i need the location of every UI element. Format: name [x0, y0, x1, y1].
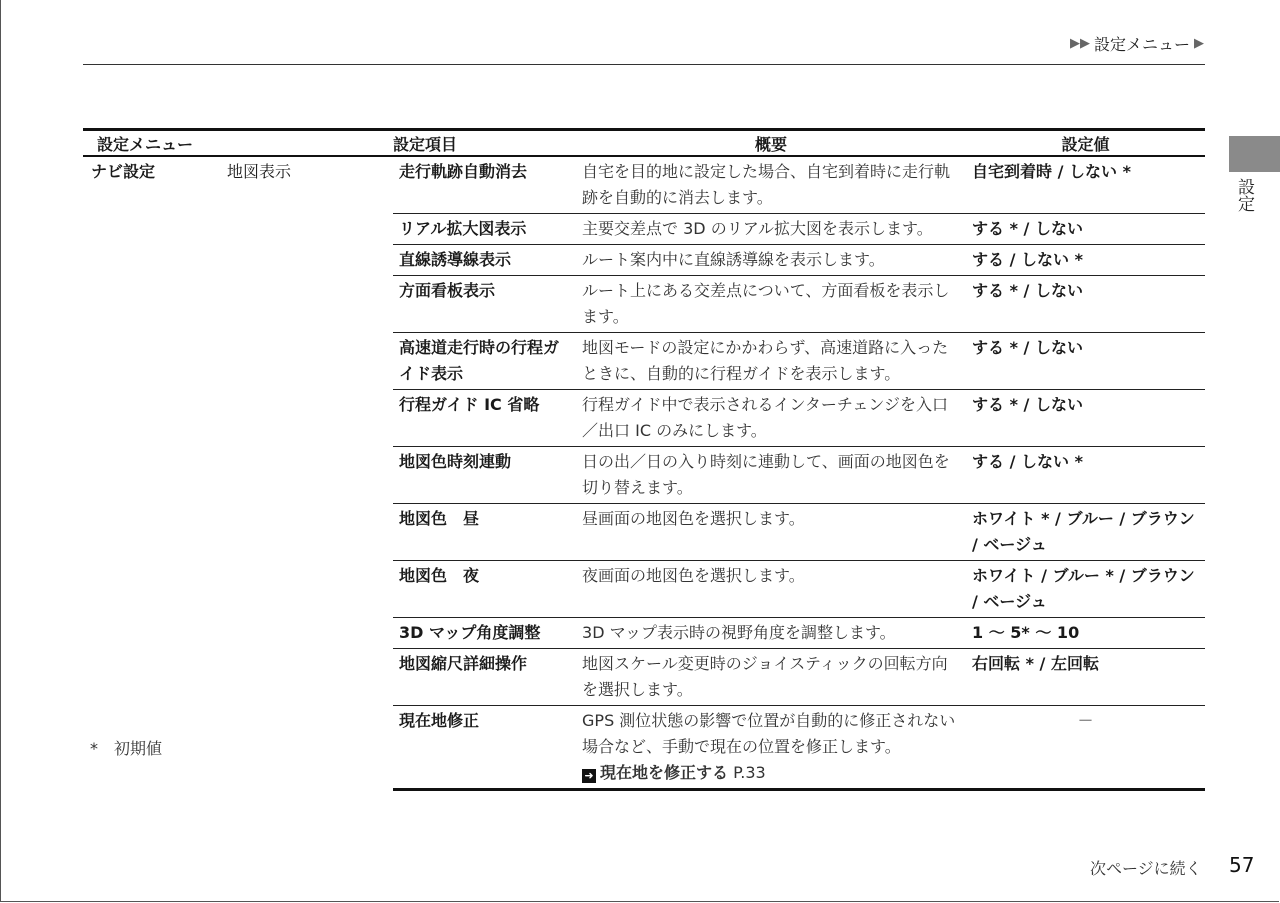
desc-cell: 地図スケール変更時のジョイスティックの回転方向を選択します。	[576, 649, 966, 706]
value-cell: 右回転 * / 左回転	[966, 649, 1205, 706]
header-item: 設定項目	[393, 130, 576, 157]
desc-cell: ルート案内中に直線誘導線を表示します。	[576, 245, 966, 276]
table-header-row	[83, 130, 1205, 157]
continue-label: 次ページに続く	[1090, 859, 1202, 878]
desc-cell: 主要交差点で 3D のリアル拡大図を表示します。	[576, 214, 966, 245]
header-summary: 概要	[576, 130, 966, 157]
page-number: 57	[1229, 853, 1255, 877]
item-cell: 地図色 夜	[393, 561, 576, 618]
value-cell: する / しない *	[966, 245, 1205, 276]
side-tab-label: 設定	[1234, 178, 1254, 212]
item-cell: 行程ガイド IC 省略	[393, 390, 576, 447]
desc-cell: 昼画面の地図色を選択します。	[576, 504, 966, 561]
value-cell: する / しない *	[966, 447, 1205, 504]
double-triangle-icon: ▶▶	[1069, 36, 1090, 51]
value-cell: 自宅到着時 / しない *	[966, 156, 1205, 214]
breadcrumb-label[interactable]: 設定メニュー	[1093, 35, 1190, 54]
arrow-right-icon: ➜	[582, 769, 596, 783]
item-cell: 地図色時刻連動	[393, 447, 576, 504]
menu-cell: ナビ設定	[91, 162, 156, 181]
desc-cell: 夜画面の地図色を選択します。	[576, 561, 966, 618]
desc-cell: ルート上にある交差点について、方面看板を表示します。	[576, 276, 966, 333]
settings-table	[83, 128, 1205, 791]
value-cell: ホワイト * / ブルー / ブラウン / ベージュ	[966, 504, 1205, 561]
value-cell: する * / しない	[966, 276, 1205, 333]
value-cell: する * / しない	[966, 390, 1205, 447]
table-row	[83, 156, 1205, 214]
item-cell: 方面看板表示	[393, 276, 576, 333]
desc-cell	[576, 706, 966, 790]
triangle-icon: ▶	[1194, 36, 1204, 51]
value-cell: 1 ～ 5* ～ 10	[966, 618, 1205, 649]
header-menu: 設定メニュー	[83, 130, 393, 157]
header-rule	[83, 64, 1205, 65]
footnote: * 初期値	[90, 739, 163, 758]
breadcrumb	[1070, 32, 1204, 55]
header-value: 設定値	[966, 130, 1205, 157]
desc-cell: 地図モードの設定にかかわらず、高速道路に入ったときに、自動的に行程ガイドを表示します。	[576, 333, 966, 390]
desc-cell: 日の出／日の入り時刻に連動して、画面の地図色を切り替えます。	[576, 447, 966, 504]
reference-link[interactable]	[582, 760, 960, 786]
item-cell: 直線誘導線表示	[393, 245, 576, 276]
item-cell: 地図縮尺詳細操作	[393, 649, 576, 706]
value-cell: する * / しない	[966, 214, 1205, 245]
item-cell: 走行軌跡自動消去	[393, 156, 576, 214]
item-cell: 現在地修正	[393, 706, 576, 790]
desc-cell: 行程ガイド中で表示されるインターチェンジを入口／出口 IC のみにします。	[576, 390, 966, 447]
item-cell: リアル拡大図表示	[393, 214, 576, 245]
reference-label: 現在地を修正する	[600, 763, 729, 782]
item-cell: 高速道走行時の行程ガイド表示	[393, 333, 576, 390]
submenu-cell: 地図表示	[227, 162, 292, 181]
value-cell: －	[966, 706, 1205, 790]
desc-text: GPS 測位状態の影響で位置が自動的に修正されない場合など、手動で現在の位置を修正します。	[582, 711, 956, 756]
desc-cell: 3D マップ表示時の視野角度を調整します。	[576, 618, 966, 649]
desc-cell: 自宅を目的地に設定した場合、自宅到着時に走行軌跡を自動的に消去します。	[576, 156, 966, 214]
item-cell: 地図色 昼	[393, 504, 576, 561]
value-cell: ホワイト / ブルー * / ブラウン / ベージュ	[966, 561, 1205, 618]
side-tab[interactable]	[1229, 136, 1280, 172]
value-cell: する * / しない	[966, 333, 1205, 390]
reference-page: P.33	[733, 763, 766, 782]
item-cell: 3D マップ角度調整	[393, 618, 576, 649]
